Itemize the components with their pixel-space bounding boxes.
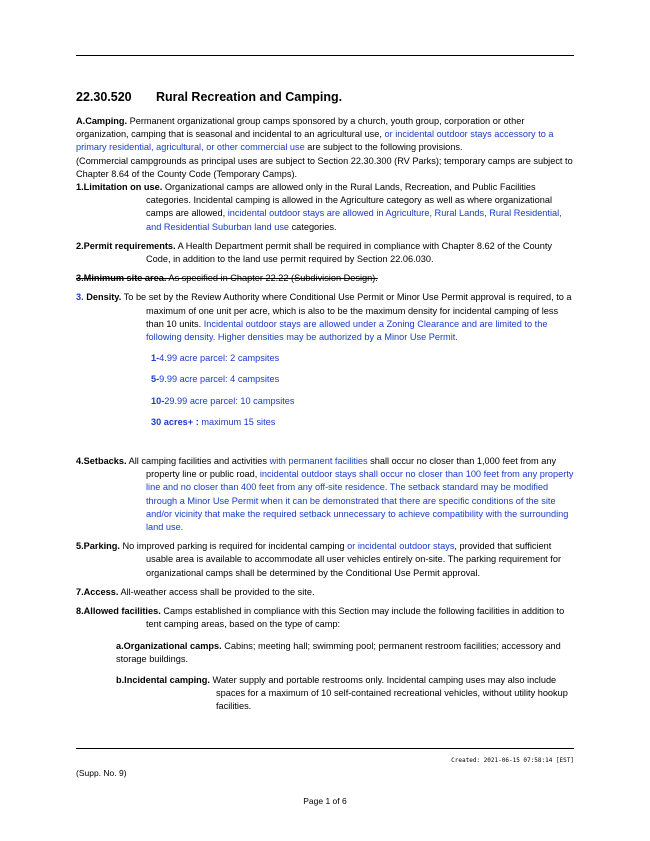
section-number: 22.30.520 bbox=[76, 90, 132, 104]
density-row: 30 acres+ : maximum 15 sites bbox=[151, 416, 276, 427]
section-heading bbox=[76, 90, 342, 104]
item-access: 7.Access. All-weather access shall be provided to the site. bbox=[76, 586, 315, 597]
item-parking: 5.Parking. No improved parking is required for incidental camping or incidental outdoor stays, provided that sufficient usable area is available to accommodate all user vehicles entirely on-site. The parking requirement for organizational camps shall be determined by the Conditional Use Permit approval. bbox=[76, 541, 562, 578]
item-limitation-on-use: 1.Limitation on use. Organizational camps are allowed only in the Rural Lands, Recreation, and Public Facilities categories. Incidental camping is allowed in the Agriculture category as well as where organizational camps are allowed, incidental outdoor stays are allowed in Agriculture, Rural Lands, Rural Residential, and Residential Suburban land use categories. bbox=[76, 182, 562, 232]
density-row: 1-4.99 acre parcel: 2 campsites bbox=[151, 353, 280, 364]
item-minimum-site-area: 3.Minimum site area. As specified in Chapter 22.22 (Subdivision Design). bbox=[76, 273, 378, 284]
item-permit-requirements: 2.Permit requirements. A Health Department permit shall be required in compliance with Chapter 8.62 of the County Code, in addition to the land use permit required by Section 22.06.030. bbox=[76, 240, 552, 265]
subitem-organizational-camps: a.Organizational camps. Cabins; meeting hall; swimming pool; permanent restroom facilities; accessory and storage buildings. bbox=[116, 640, 561, 664]
item-allowed-facilities: 8.Allowed facilities. Camps established in compliance with this Section may include the following facilities in addition to tent camping areas, based on the type of camp: bbox=[76, 606, 565, 630]
density-row: 10-29.99 acre parcel: 10 campsites bbox=[151, 395, 295, 406]
created-timestamp: Created: 2021-06-15 07:58:14 [EST] bbox=[451, 757, 574, 764]
subitem-incidental-camping: b.Incidental camping. Water supply and portable restrooms only. Incidental camping uses may also include spaces for a maximum of 10 self-contained recreational vehicles, without utility hookup facilities. bbox=[116, 674, 568, 712]
bottom-rule bbox=[76, 748, 574, 749]
item-setbacks: 4.Setbacks. All camping facilities and activities with permanent facilities shall occur no closer than 1,000 feet from any property line or public road, incidental outdoor stays shall occur no closer than 100 feet from any property line and no closer than 400 feet from any off-site residence. The setback standard may be modified through a Minor Use Permit when it can be demonstrated that there are specific conditions of the site and/or vicinity that make the required setback unnecessary to achieve compatibility with the surrounding land use. bbox=[76, 456, 574, 533]
page-number: Page 1 of 6 bbox=[303, 796, 347, 806]
item-density: 3. Density. To be set by the Review Authority where Conditional Use Permit or Minor Use Permit approval is required, to a maximum of one unit per acre, which is also to be the maximum density for incidental camping of less than 10 units. Incidental outdoor stays are allowed under a Zoning Clearance and are limited to the following density. Higher densities may be authorized by a Minor Use Permit. bbox=[76, 292, 572, 343]
density-row: 5-9.99 acre parcel: 4 campsites bbox=[151, 374, 280, 385]
supplement-number: (Supp. No. 9) bbox=[76, 768, 127, 778]
paragraph-a-camping: A.Camping. Permanent organizational group camps sponsored by a church, youth group, corporation or other organization, camping that is seasonal and incidental to an agricultural use, or incidental outdoor stays accessory to a primary residential, agricultural, or other commercial use are subject to the following provisions. (Commercial campgrounds as principal uses are subject to Section 22.30.300 (RV Parks); temporary camps are subject to Chapter 8.64 of the County Code (Temporary Camps). bbox=[76, 116, 573, 179]
section-title: Rural Recreation and Camping. bbox=[156, 90, 343, 104]
top-rule bbox=[76, 55, 574, 56]
document-body bbox=[76, 115, 574, 714]
